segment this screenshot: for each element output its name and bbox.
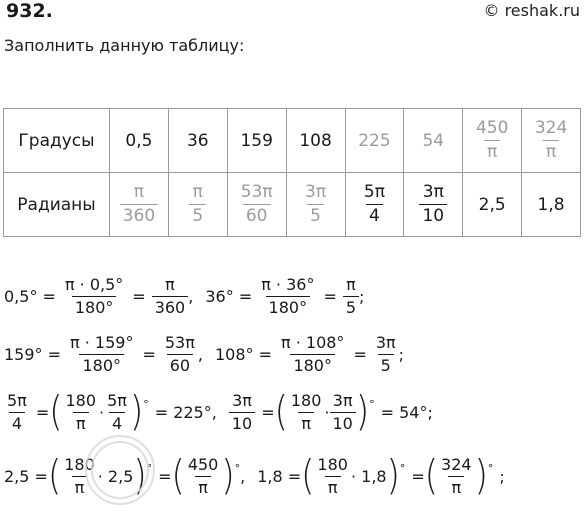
expr-text: 108° = [214, 344, 272, 364]
radians-cell [168, 173, 227, 237]
fraction: $\frac{5\pi}{4}$ [7, 391, 27, 433]
paren-open: ( [424, 452, 439, 501]
expr-text: = [353, 344, 367, 364]
fraction: $\frac{3\pi}{10}$ [330, 392, 356, 432]
conversion-table [3, 108, 581, 237]
fraction: $\frac{\pi}{5}$ [343, 276, 359, 316]
fraction: $\frac{\pi \cdot 0,5^\circ}{180^\circ}$ [64, 275, 124, 317]
fraction: $\frac{3\pi}{10}$ [229, 392, 255, 432]
expr-text: , [197, 344, 203, 364]
fraction: $\frac{450}{\pi}$ [475, 118, 509, 162]
expr-text: · [324, 402, 330, 422]
expr-text: = [158, 466, 172, 486]
expr-text: 0,5° = [4, 286, 56, 306]
fraction: $\frac{450}{\pi}$ [187, 455, 219, 497]
fraction: $\frac{180}{\pi}$ [317, 455, 348, 497]
expr-text: = [132, 286, 146, 306]
expr-text: ; [359, 286, 365, 306]
degrees-cell: 36 [168, 109, 227, 173]
degree-sign: ° [234, 461, 241, 475]
fraction: $\frac{180}{\pi}$ [64, 455, 95, 497]
paren-close: ) [129, 388, 144, 437]
fraction: $\frac{5\pi}{4}$ [363, 182, 385, 226]
fraction: $\frac{180}{\pi}$ [290, 391, 322, 433]
paren-open: ( [49, 388, 63, 437]
radians-cell [404, 173, 463, 237]
expr-text: = [35, 402, 50, 422]
degrees-cell: 108 [286, 109, 345, 173]
row-label-radians: Радианы [4, 173, 110, 237]
degrees-cell [522, 109, 581, 173]
degree-sign: ° [369, 397, 375, 411]
radians-row [4, 173, 581, 237]
fraction: $\frac{3\pi}{5}$ [375, 333, 396, 375]
expr-text: , [188, 286, 194, 306]
paren-open: ( [47, 452, 62, 501]
fraction: $\frac{5\pi}{4}$ [107, 391, 127, 433]
expr-text: · 1,8 [350, 466, 387, 486]
fraction: $\frac{\pi \cdot 159^\circ}{180^\circ}$ [70, 333, 134, 375]
copyright-label: © reshak.ru [483, 1, 580, 20]
row-label-degrees: Градусы [4, 109, 110, 173]
instruction-text: Заполнить данную таблицу: [4, 36, 245, 55]
solution-line-2 [4, 334, 404, 374]
problem-number: 932. [6, 0, 53, 22]
expr-text: · [99, 402, 105, 422]
fraction: $\frac{180}{\pi}$ [65, 391, 97, 433]
solution-line-3 [4, 388, 433, 437]
fraction: $\frac{53\pi}{60}$ [164, 333, 195, 375]
degrees-cell: 0,5 [110, 109, 169, 173]
paren-open: ( [301, 452, 315, 501]
degrees-cell: 159 [227, 109, 286, 173]
fraction: $\frac{\pi \cdot 108^\circ}{180^\circ}$ [281, 333, 345, 375]
fraction: $\frac{3\pi}{5}$ [305, 182, 327, 226]
expr-text: 2,5 = [4, 466, 48, 486]
paren-close: ) [474, 452, 488, 501]
solution-line-1 [4, 276, 364, 316]
paren-close: ) [133, 452, 147, 501]
degrees-cell [463, 109, 522, 173]
expr-text: = [411, 466, 425, 486]
paren-close: ) [386, 452, 400, 501]
paren-close: ) [355, 388, 370, 437]
expr-text: = [323, 286, 337, 306]
expr-text: = 54°; [380, 402, 433, 422]
fraction: $\frac{3\pi}{10}$ [419, 183, 447, 225]
degrees-cell: 225 [345, 109, 404, 173]
radians-cell [110, 173, 169, 237]
expr-text: · 2,5 [97, 466, 134, 486]
degrees-cell: 54 [404, 109, 463, 173]
fraction: $\frac{\pi}{360}$ [120, 183, 158, 225]
degree-sign: ° [143, 397, 149, 411]
radians-cell [345, 173, 404, 237]
paren-open: ( [274, 388, 288, 437]
radians-cell: 2,5 [463, 173, 522, 237]
fraction: $\frac{324}{\pi}$ [534, 118, 568, 162]
degrees-row [4, 109, 581, 173]
expr-text: ; [398, 344, 405, 364]
fraction: $\frac{53\pi}{60}$ [240, 182, 273, 226]
expr-text: 1,8 = [257, 466, 302, 486]
radians-cell: 1,8 [522, 173, 581, 237]
paren-close: ) [221, 452, 235, 501]
solution-line-4 [4, 452, 505, 501]
degree-sign: ° [399, 461, 406, 475]
expr-text: ; [499, 466, 505, 486]
fraction: $\frac{\pi}{360}$ [152, 276, 189, 316]
fraction: $\frac{324}{\pi}$ [441, 455, 472, 497]
radians-cell [227, 173, 286, 237]
paren-open: ( [171, 452, 185, 501]
expr-text: 36° = [205, 286, 253, 306]
expr-text: = [142, 344, 156, 364]
fraction: $\frac{\pi}{5}$ [189, 183, 206, 225]
degree-sign: ° [487, 461, 494, 475]
degree-sign: ° [146, 461, 153, 475]
expr-text: , [240, 466, 246, 486]
expr-text: = [261, 402, 275, 422]
expr-text: = 225°, [154, 402, 217, 422]
fraction: $\frac{\pi \cdot 36^\circ}{180^\circ}$ [261, 275, 315, 317]
expr-text: 159° = [4, 344, 62, 364]
radians-cell [286, 173, 345, 237]
